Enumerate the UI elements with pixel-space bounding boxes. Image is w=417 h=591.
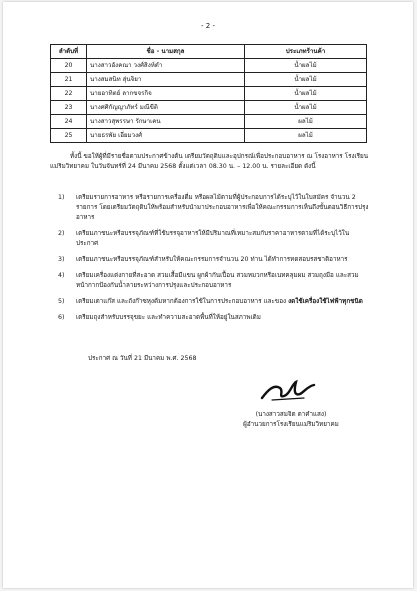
cell-order: 20 [51,59,87,73]
signer-title: ผู้อำนวยการโรงเรียนแม่ริมวิทยาคม [243,421,339,428]
signature-image [258,376,318,404]
cell-name: นางศศิกัญญาภัทร์ มณีขีติ [87,101,245,115]
item-text: เตรียมเตาแก๊ส และถังก๊าซหุงต้มหากต้องการใช้ในการประกอบอาหาร และของ [76,298,287,305]
signer-block [216,410,366,430]
item-number: 5) [58,298,65,305]
item-text: เตรียมรายการอาหาร หรือรายการเครื่องดื่ม หรือผลไม้ตามที่ผู้ประกอบการได้ระบุไว้ในใบสมัคร จำนวน 2 รายการ โดยเตรียมวัตถุดิบให้พร้อมสำหรับนำมาประกอบอาหารเพื่อให้คณะกรรมการเห็นถึงขั้นตอนวิธีการปรุงอาหาร [76,194,369,221]
table-row [51,73,367,87]
item-number: 3) [58,256,65,263]
item-bold-text: งดใช้เครื่องใช้ไฟฟ้าทุกชนิด [288,298,363,305]
cell-shop-type: น้ำผลไม้ [245,73,367,87]
cell-name: นางสาวสุพรรษา รักษาเคน [87,115,245,129]
cell-shop-type: ผลไม้ [245,129,367,143]
table-row [51,101,367,115]
cell-order: 24 [51,115,87,129]
cell-order: 23 [51,101,87,115]
list-item [58,271,370,291]
item-text: เตรียมภาชนะหรือบรรจุภัณฑ์สำหรับให้คณะกรรมการจำนวน 20 ท่าน ได้ทำการทดสอบรสชาติอาหาร [76,256,348,263]
cell-name: นางสาวอังคณา วงศ์สิงห์ดำ [87,59,245,73]
cell-shop-type: น้ำผลไม้ [245,101,367,115]
cell-order: 22 [51,87,87,101]
item-number: 1) [58,194,65,201]
list-item [58,255,370,265]
item-text: เตรียมถุงสำหรับบรรจุขยะ และทำความสะอาดพื้นที่ให้อยู่ในสภาพเดิม [76,314,261,321]
item-text: เตรียมภาชนะหรือบรรจุภัณฑ์ที่ใช้บรรจุอาหารให้มีปริมาณที่เหมาะสมกับราคาอาหารตามที่ได้ระบุไว้ในประกาศ [76,230,350,247]
list-item [58,229,370,249]
header-name: ชื่อ - นามสกุล [87,45,245,59]
cell-shop-type: ผลไม้ [245,115,367,129]
vendor-table [50,44,367,143]
table-row [51,87,367,101]
item-text: เตรียมเครื่องแต่งกายที่สะอาด สวมเสื้อมีแขน ผูกผ้ากันเปื้อน สวมหมวกหรือเนทคลุมผม สวมถุงมือ และสวมหน้ากากป้องกันน้ำลายระหว่างการปรุงและประกอบอาหาร [76,272,359,289]
cell-order: 21 [51,73,87,87]
item-number: 4) [58,272,65,279]
signer-name: (นางสาวสมจิต ตาคำแสง) [255,411,327,418]
item-number: 2) [58,230,65,237]
table-header-row [51,45,367,59]
list-item [58,193,370,223]
list-item [58,313,370,323]
table-row [51,129,367,143]
header-order: ลำดับที่ [51,45,87,59]
table-row [51,59,367,73]
document-page [3,2,413,588]
header-shop-type: ประเภทร้านค้า [245,45,367,59]
cell-shop-type: น้ำผลไม้ [245,87,367,101]
announcement-date: ประกาศ ณ วันที่ 21 มีนาคม พ.ศ. 2568 [88,355,197,362]
page-number: - 2 - [201,22,215,30]
table-row [51,115,367,129]
instruction-list [58,193,370,329]
cell-name: นายอาทิตย์ ลากขจรกิจ [87,87,245,101]
cell-name: นายธรพัย เอี่ยมวงศ์ [87,129,245,143]
list-item [58,297,370,307]
intro-paragraph: ทั้งนี้ ขอให้ผู้ที่มีรายชื่อตามประกาศข้างต้น เตรียมวัตถุดิบและอุปกรณ์เพื่อประกอบอาหาร ณ โรงอาหาร โรงเรียนแม่ริมวิทยาคม ในวันจันทร์ที่ 24 มีนาคม 2568 ตั้งแต่เวลา 08.30 น. – 12.00 น. รายละเอียด ดังนี้ [50,153,369,170]
item-number: 6) [58,314,65,321]
cell-order: 25 [51,129,87,143]
cell-shop-type: น้ำผลไม้ [245,59,367,73]
cell-name: นางสมสนิท สุ่นจิยา [87,73,245,87]
